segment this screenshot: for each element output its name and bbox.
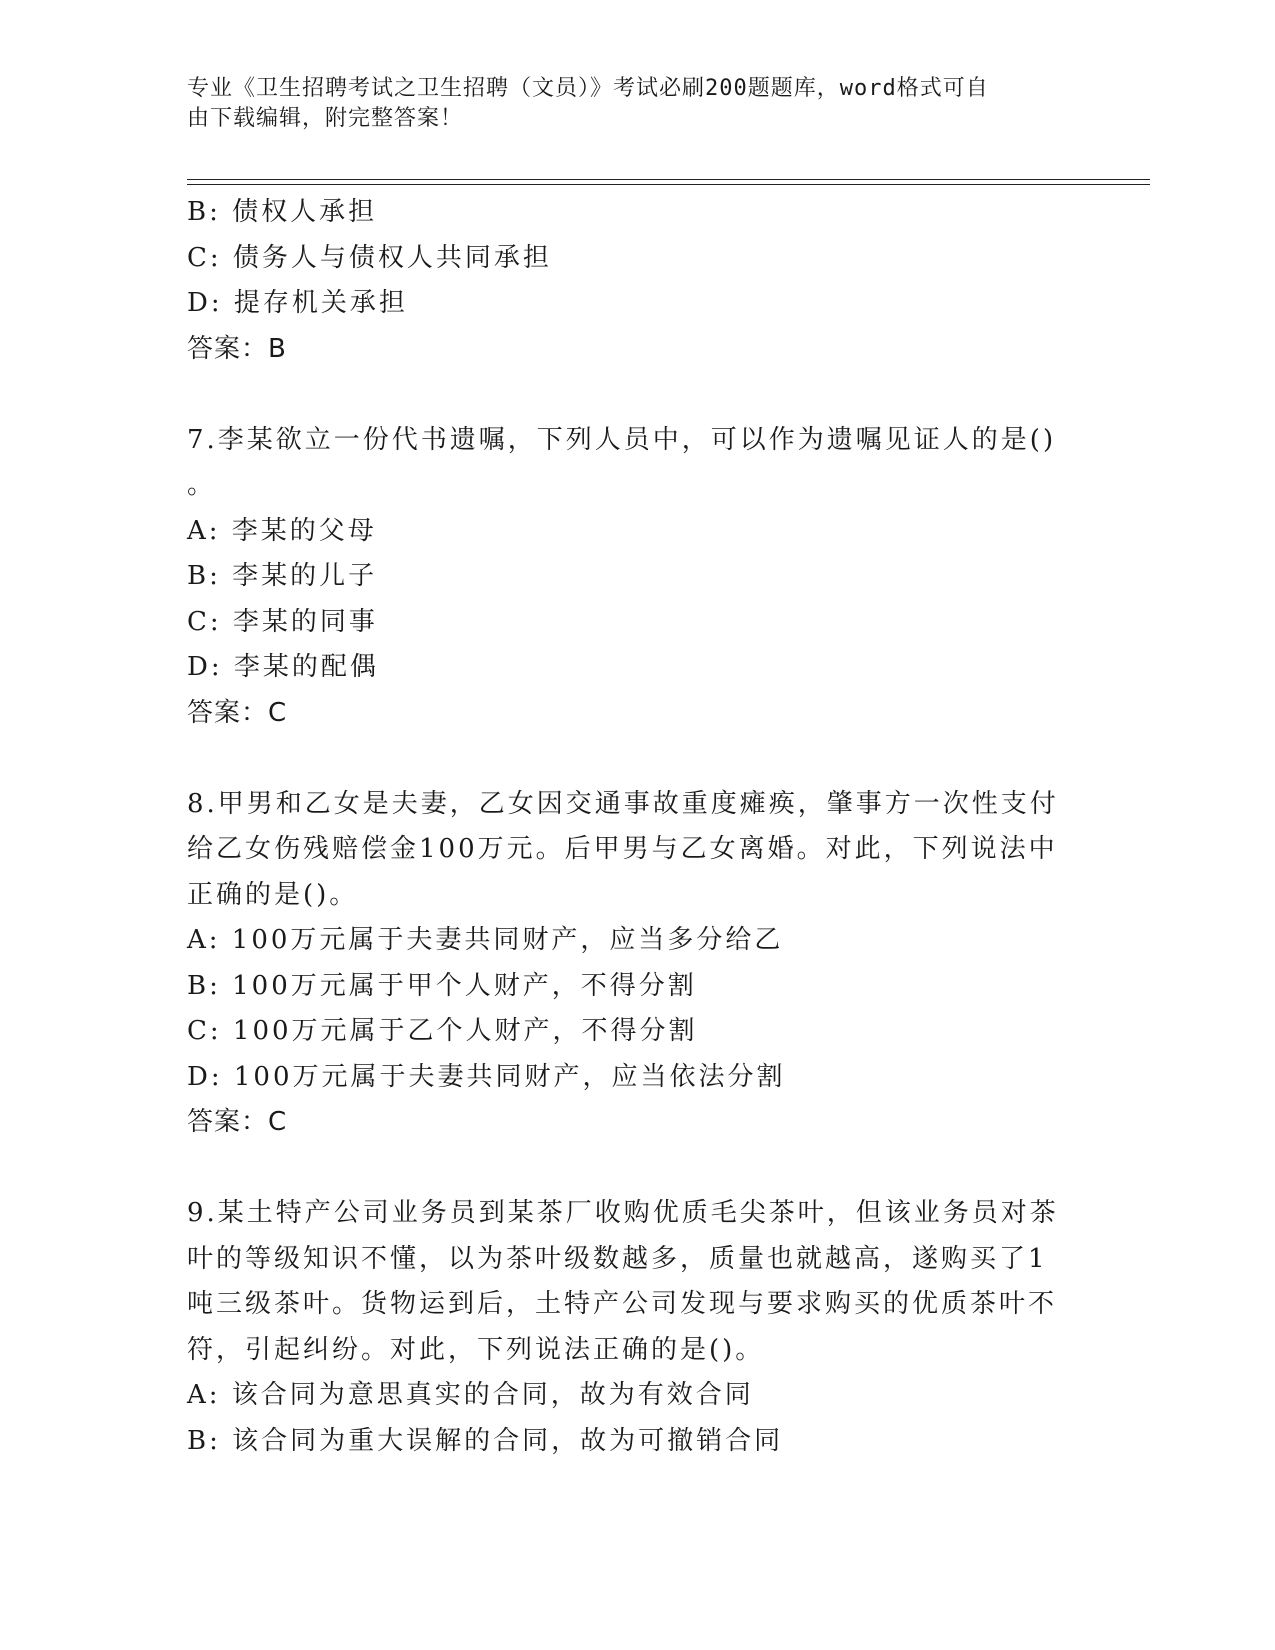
option-a: A: 该合同为意思真实的合同，故为有效合同 — [187, 1380, 754, 1410]
option-b: B: 100万元属于甲个人财产，不得分割 — [187, 970, 697, 1001]
option-d: D: 李某的配偶 — [187, 652, 379, 682]
question-6-tail — [187, 190, 1067, 372]
header-line-1: 专业《卫生招聘考试之卫生招聘（文员）》考试必刷200题题库，word格式可自 — [187, 76, 989, 101]
answer-line: 答案：C — [187, 697, 288, 728]
option-b: B: 李某的儿子 — [187, 561, 378, 591]
header-divider-bottom — [187, 184, 1150, 185]
spacer — [187, 372, 1067, 418]
spacer — [187, 1146, 1067, 1192]
question-stem-line: 吨三级茶叶。货物运到后，土特产公司发现与要求购买的优质茶叶不 — [187, 1289, 1058, 1319]
answer-line: 答案：B — [187, 333, 287, 364]
header-line-2: 由下载编辑，附完整答案！ — [187, 106, 464, 131]
header-divider-top — [187, 179, 1150, 180]
question-stem-line: 。 — [187, 470, 217, 500]
question-stem-line: 正确的是()。 — [187, 879, 359, 910]
document-header — [187, 74, 1067, 134]
option-c: C: 债务人与债权人共同承担 — [187, 242, 552, 273]
option-d: D: 100万元属于夫妻共同财产，应当依法分割 — [187, 1061, 786, 1092]
question-list — [187, 190, 1067, 1464]
question-stem-line: 7.李某欲立一份代书遗嘱，下列人员中，可以作为遗嘱见证人的是() — [187, 424, 1057, 455]
question-stem-line: 8.甲男和乙女是夫妻，乙女因交通事故重度瘫痪，肇事方一次性支付 — [187, 788, 1059, 819]
question-stem-line: 给乙女伤残赔偿金100万元。后甲男与乙女离婚。对此，下列说法中 — [187, 834, 1058, 864]
question-7 — [187, 418, 1067, 737]
answer-line: 答案：C — [187, 1107, 288, 1137]
option-a: A: 李某的父母 — [187, 515, 377, 546]
question-stem-line: 9.某土特产公司业务员到某茶厂收购优质毛尖茶叶，但该业务员对茶 — [187, 1198, 1059, 1228]
option-c: C: 李某的同事 — [187, 606, 378, 637]
option-a: A: 100万元属于夫妻共同财产，应当多分给乙 — [187, 925, 784, 955]
option-c: C: 100万元属于乙个人财产，不得分割 — [187, 1016, 698, 1046]
option-b: B: 该合同为重大误解的合同，故为可撤销合同 — [187, 1425, 784, 1456]
question-stem-line: 叶的等级知识不懂，以为茶叶级数越多，质量也就越高，遂购买了1 — [187, 1243, 1048, 1274]
question-stem-line: 符，引起纠纷。对此，下列说法正确的是()。 — [187, 1334, 765, 1365]
question-9 — [187, 1191, 1067, 1464]
spacer — [187, 736, 1067, 782]
option-d: D: 提存机关承担 — [187, 288, 408, 318]
option-b: B: 债权人承担 — [187, 197, 378, 227]
question-8 — [187, 782, 1067, 1146]
